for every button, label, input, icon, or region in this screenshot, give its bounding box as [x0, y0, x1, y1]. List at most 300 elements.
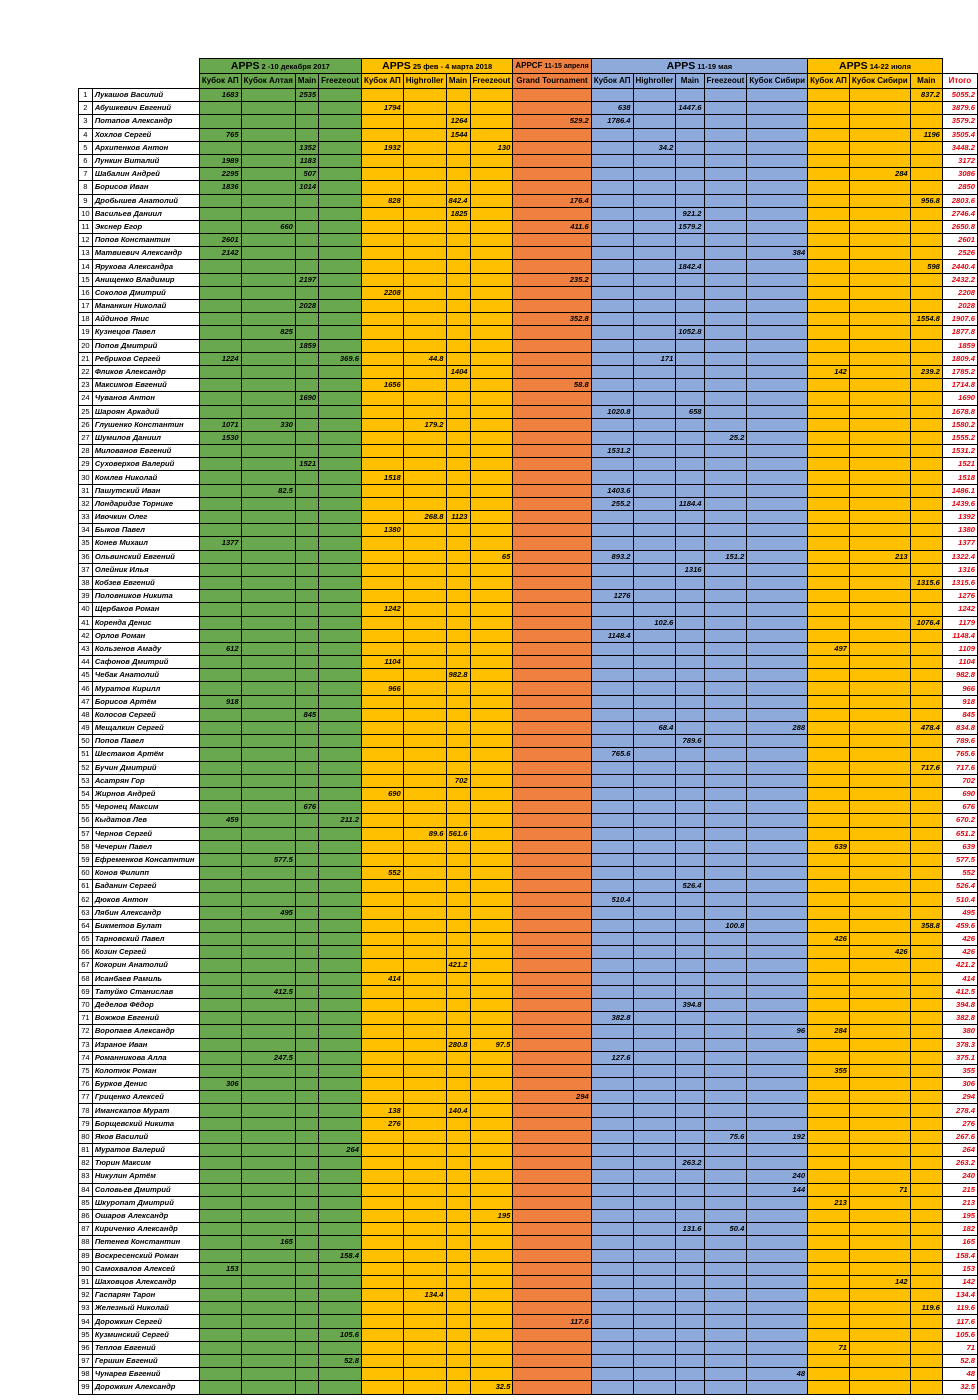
score-cell: [403, 695, 446, 708]
score-cell: [704, 814, 747, 827]
score-cell: [747, 576, 808, 589]
score-cell: 213: [849, 550, 910, 563]
score-cell: [513, 801, 591, 814]
score-cell: [849, 247, 910, 260]
score-cell: [361, 1025, 403, 1038]
score-cell: [295, 537, 318, 550]
score-cell: [319, 656, 362, 669]
score-cell: [747, 1157, 808, 1170]
score-cell: [470, 814, 513, 827]
score-cell: [808, 102, 850, 115]
total-cell: 380: [942, 1025, 977, 1038]
total-cell: 421.2: [942, 959, 977, 972]
score-cell: [747, 972, 808, 985]
score-cell: [513, 1183, 591, 1196]
score-cell: [910, 998, 942, 1011]
score-cell: [591, 1209, 633, 1222]
table-row: [79, 1223, 978, 1236]
row-number: 18: [79, 313, 93, 326]
score-cell: [910, 326, 942, 339]
score-cell: [446, 286, 470, 299]
total-cell: 1531.2: [942, 445, 977, 458]
total-cell: 1486.1: [942, 484, 977, 497]
score-cell: [319, 893, 362, 906]
score-cell: [704, 946, 747, 959]
score-cell: 284: [849, 168, 910, 181]
score-cell: [747, 1117, 808, 1130]
score-cell: [295, 1223, 318, 1236]
player-name: Шкуропат Дмитрий: [92, 1196, 199, 1209]
score-cell: 426: [808, 933, 850, 946]
score-cell: [704, 761, 747, 774]
score-cell: [241, 1012, 295, 1025]
row-number: 21: [79, 352, 93, 365]
score-cell: [513, 207, 591, 220]
row-number: 14: [79, 260, 93, 273]
score-cell: [513, 300, 591, 313]
total-cell: 789.6: [942, 735, 977, 748]
score-cell: [470, 273, 513, 286]
score-cell: [676, 1381, 704, 1394]
event-header: [513, 59, 591, 74]
table-row: [79, 1249, 978, 1262]
score-cell: [849, 484, 910, 497]
score-cell: [199, 1236, 241, 1249]
score-cell: [633, 1328, 676, 1341]
score-cell: [241, 471, 295, 484]
score-cell: [747, 497, 808, 510]
score-cell: [361, 1315, 403, 1328]
score-cell: [513, 1078, 591, 1091]
score-cell: [633, 642, 676, 655]
score-cell: [199, 1302, 241, 1315]
score-cell: [241, 1328, 295, 1341]
score-cell: [470, 1328, 513, 1341]
total-cell: 1179: [942, 616, 977, 629]
score-cell: [676, 484, 704, 497]
row-number: 87: [79, 1223, 93, 1236]
total-cell: 2803.6: [942, 194, 977, 207]
row-number: 46: [79, 682, 93, 695]
score-cell: [704, 1104, 747, 1117]
score-cell: [319, 946, 362, 959]
score-cell: [361, 1144, 403, 1157]
score-cell: 32.5: [470, 1381, 513, 1394]
score-cell: [808, 458, 850, 471]
total-cell: 918: [942, 695, 977, 708]
score-cell: [295, 1091, 318, 1104]
score-cell: 1380: [361, 524, 403, 537]
score-cell: 561.6: [446, 827, 470, 840]
score-cell: 2208: [361, 286, 403, 299]
score-cell: [704, 656, 747, 669]
score-cell: [295, 774, 318, 787]
score-cell: [591, 919, 633, 932]
score-cell: [470, 234, 513, 247]
score-cell: [633, 906, 676, 919]
score-cell: [808, 1117, 850, 1130]
table-row: [79, 1078, 978, 1091]
player-name: Экснер Егор: [92, 220, 199, 233]
total-cell: 495: [942, 906, 977, 919]
score-cell: [241, 669, 295, 682]
score-cell: [241, 774, 295, 787]
player-name: Фликов Александр: [92, 365, 199, 378]
table-row: [79, 629, 978, 642]
score-cell: [633, 959, 676, 972]
score-cell: [808, 154, 850, 167]
score-cell: [591, 511, 633, 524]
score-cell: [849, 906, 910, 919]
score-cell: [704, 840, 747, 853]
score-cell: [295, 682, 318, 695]
score-cell: 1859: [295, 339, 318, 352]
score-cell: [319, 853, 362, 866]
score-cell: [704, 1144, 747, 1157]
score-cell: [295, 959, 318, 972]
score-cell: [319, 880, 362, 893]
score-cell: [513, 326, 591, 339]
score-cell: [446, 576, 470, 589]
score-cell: [403, 247, 446, 260]
score-cell: 598: [910, 260, 942, 273]
score-cell: [633, 550, 676, 563]
score-cell: [199, 1275, 241, 1288]
score-cell: [633, 1117, 676, 1130]
table-row: [79, 801, 978, 814]
score-cell: [319, 735, 362, 748]
score-cell: [403, 141, 446, 154]
score-cell: [361, 128, 403, 141]
total-cell: 1276: [942, 590, 977, 603]
score-cell: [704, 1117, 747, 1130]
score-cell: 127.6: [591, 1051, 633, 1064]
player-name: Ефременков Консатнтин: [92, 853, 199, 866]
score-cell: [910, 154, 942, 167]
score-cell: [633, 946, 676, 959]
row-number: 72: [79, 1025, 93, 1038]
score-cell: [513, 537, 591, 550]
score-cell: [849, 708, 910, 721]
score-cell: [849, 603, 910, 616]
score-cell: [470, 906, 513, 919]
score-cell: [633, 880, 676, 893]
score-cell: 638: [591, 102, 633, 115]
score-cell: 1020.8: [591, 405, 633, 418]
score-cell: [747, 840, 808, 853]
score-cell: [633, 497, 676, 510]
row-number: 40: [79, 603, 93, 616]
score-cell: [591, 207, 633, 220]
score-cell: [199, 985, 241, 998]
score-cell: [591, 1275, 633, 1288]
score-cell: 213: [808, 1196, 850, 1209]
score-cell: [199, 1025, 241, 1038]
score-cell: [849, 616, 910, 629]
score-cell: [849, 1157, 910, 1170]
row-number: 58: [79, 840, 93, 853]
score-cell: [470, 563, 513, 576]
row-number: 63: [79, 906, 93, 919]
score-cell: [910, 392, 942, 405]
score-cell: [361, 827, 403, 840]
score-cell: [591, 946, 633, 959]
score-cell: 1825: [446, 207, 470, 220]
table-row: [79, 1170, 978, 1183]
score-cell: [808, 1223, 850, 1236]
score-cell: [676, 194, 704, 207]
score-cell: [403, 814, 446, 827]
score-cell: [704, 1302, 747, 1315]
score-cell: [199, 1038, 241, 1051]
score-cell: [513, 576, 591, 589]
score-cell: [704, 1262, 747, 1275]
event-title: APPS: [382, 59, 411, 72]
table-row: [79, 814, 978, 827]
score-cell: [199, 1130, 241, 1143]
score-cell: [747, 1223, 808, 1236]
score-cell: [295, 1315, 318, 1328]
score-cell: [704, 418, 747, 431]
score-cell: [849, 115, 910, 128]
score-cell: [633, 761, 676, 774]
score-cell: [199, 576, 241, 589]
score-cell: [361, 669, 403, 682]
score-cell: [513, 616, 591, 629]
score-cell: [633, 629, 676, 642]
score-cell: [591, 1341, 633, 1354]
score-cell: [241, 893, 295, 906]
score-cell: [199, 207, 241, 220]
score-cell: [361, 1078, 403, 1091]
score-cell: [241, 590, 295, 603]
corner-blank: [92, 74, 199, 89]
score-cell: [747, 827, 808, 840]
score-cell: [361, 1170, 403, 1183]
player-name: Чуванов Антон: [92, 392, 199, 405]
score-cell: 702: [446, 774, 470, 787]
score-cell: 1014: [295, 181, 318, 194]
score-cell: [295, 1051, 318, 1064]
score-cell: [808, 537, 850, 550]
score-cell: [591, 787, 633, 800]
player-name: Матвиевич Александр: [92, 247, 199, 260]
score-cell: [319, 1275, 362, 1288]
score-cell: [199, 1249, 241, 1262]
table-row: [79, 1157, 978, 1170]
total-cell: 1859: [942, 339, 977, 352]
score-cell: [319, 1064, 362, 1077]
row-number: 34: [79, 524, 93, 537]
score-cell: 394.8: [676, 998, 704, 1011]
score-cell: [319, 1130, 362, 1143]
score-cell: [704, 181, 747, 194]
score-cell: [849, 1209, 910, 1222]
score-cell: [910, 1117, 942, 1130]
score-cell: [808, 471, 850, 484]
score-cell: [319, 89, 362, 102]
score-cell: 192: [747, 1130, 808, 1143]
score-cell: [319, 484, 362, 497]
score-cell: [403, 933, 446, 946]
score-cell: [808, 300, 850, 313]
total-cell: 1315.6: [942, 576, 977, 589]
total-cell: 306: [942, 1078, 977, 1091]
score-cell: [295, 1170, 318, 1183]
score-cell: [747, 563, 808, 576]
total-cell: 382.8: [942, 1012, 977, 1025]
player-name: Муратов Валерий: [92, 1144, 199, 1157]
score-cell: [633, 867, 676, 880]
score-cell: [295, 893, 318, 906]
score-cell: [403, 220, 446, 233]
score-cell: [403, 537, 446, 550]
column-header: Main: [295, 74, 318, 89]
score-cell: 1052.8: [676, 326, 704, 339]
total-cell: 1714.8: [942, 379, 977, 392]
table-row: [79, 603, 978, 616]
score-cell: 1794: [361, 102, 403, 115]
row-number: 62: [79, 893, 93, 906]
score-cell: 478.4: [910, 722, 942, 735]
score-cell: [849, 207, 910, 220]
corner-blank: [942, 59, 977, 74]
score-cell: [241, 537, 295, 550]
row-number: 79: [79, 1117, 93, 1130]
score-cell: [403, 89, 446, 102]
score-cell: 552: [361, 867, 403, 880]
score-cell: [295, 431, 318, 444]
score-cell: [513, 1051, 591, 1064]
row-number: 15: [79, 273, 93, 286]
score-cell: [591, 1262, 633, 1275]
score-cell: [849, 1236, 910, 1249]
score-cell: [241, 405, 295, 418]
score-cell: 421.2: [446, 959, 470, 972]
score-cell: [676, 1183, 704, 1196]
score-cell: [633, 207, 676, 220]
score-cell: [470, 1104, 513, 1117]
score-cell: [199, 471, 241, 484]
score-cell: [704, 1091, 747, 1104]
score-cell: 138: [361, 1104, 403, 1117]
score-cell: [241, 497, 295, 510]
score-cell: [676, 946, 704, 959]
score-cell: [910, 985, 942, 998]
score-cell: [241, 840, 295, 853]
score-cell: [676, 959, 704, 972]
score-cell: [808, 313, 850, 326]
score-cell: [319, 1289, 362, 1302]
score-cell: [446, 1209, 470, 1222]
score-cell: [446, 1368, 470, 1381]
score-cell: [591, 669, 633, 682]
score-cell: [403, 234, 446, 247]
score-cell: [747, 933, 808, 946]
score-cell: [403, 1183, 446, 1196]
score-cell: [591, 774, 633, 787]
score-cell: [241, 352, 295, 365]
score-cell: [403, 1223, 446, 1236]
score-cell: [849, 220, 910, 233]
score-cell: [808, 418, 850, 431]
score-cell: [295, 1368, 318, 1381]
player-name: Козин Сергей: [92, 946, 199, 959]
score-cell: [295, 1289, 318, 1302]
score-cell: [446, 1223, 470, 1236]
score-cell: 2028: [295, 300, 318, 313]
table-row: [79, 827, 978, 840]
score-cell: [513, 1328, 591, 1341]
row-number: 69: [79, 985, 93, 998]
score-cell: [591, 853, 633, 866]
score-cell: [513, 708, 591, 721]
score-cell: [319, 695, 362, 708]
score-cell: [199, 840, 241, 853]
score-cell: [470, 853, 513, 866]
table-row: [79, 1236, 978, 1249]
player-name: Дробышев Анатолий: [92, 194, 199, 207]
score-cell: [849, 89, 910, 102]
player-name: Борисов Иван: [92, 181, 199, 194]
score-cell: [319, 207, 362, 220]
score-cell: [403, 1051, 446, 1064]
score-cell: [704, 471, 747, 484]
score-cell: 1932: [361, 141, 403, 154]
score-cell: 44.8: [403, 352, 446, 365]
score-cell: [849, 273, 910, 286]
score-cell: [747, 181, 808, 194]
score-cell: [849, 1144, 910, 1157]
score-cell: [747, 814, 808, 827]
score-cell: [849, 1223, 910, 1236]
score-cell: [704, 365, 747, 378]
score-cell: [403, 128, 446, 141]
score-cell: [241, 313, 295, 326]
score-cell: [676, 352, 704, 365]
score-cell: [199, 102, 241, 115]
score-cell: [470, 959, 513, 972]
table-row: [79, 1144, 978, 1157]
score-cell: [295, 603, 318, 616]
score-cell: [319, 115, 362, 128]
score-cell: [470, 695, 513, 708]
score-cell: [910, 1144, 942, 1157]
score-cell: [199, 880, 241, 893]
score-cell: [470, 497, 513, 510]
score-cell: [199, 827, 241, 840]
score-cell: [808, 787, 850, 800]
table-row: [79, 1315, 978, 1328]
score-cell: [591, 194, 633, 207]
score-cell: [470, 1236, 513, 1249]
score-cell: [446, 1302, 470, 1315]
score-cell: [361, 563, 403, 576]
player-name: Кириченко Александр: [92, 1223, 199, 1236]
event-header-row: [79, 59, 978, 74]
score-cell: [319, 1157, 362, 1170]
score-cell: [403, 431, 446, 444]
table-row: [79, 379, 978, 392]
score-cell: [470, 1302, 513, 1315]
player-name: Конев Михаил: [92, 537, 199, 550]
score-cell: [513, 1236, 591, 1249]
score-cell: [446, 1130, 470, 1143]
row-number: 6: [79, 154, 93, 167]
score-cell: [319, 181, 362, 194]
score-cell: [241, 260, 295, 273]
score-cell: [319, 1236, 362, 1249]
